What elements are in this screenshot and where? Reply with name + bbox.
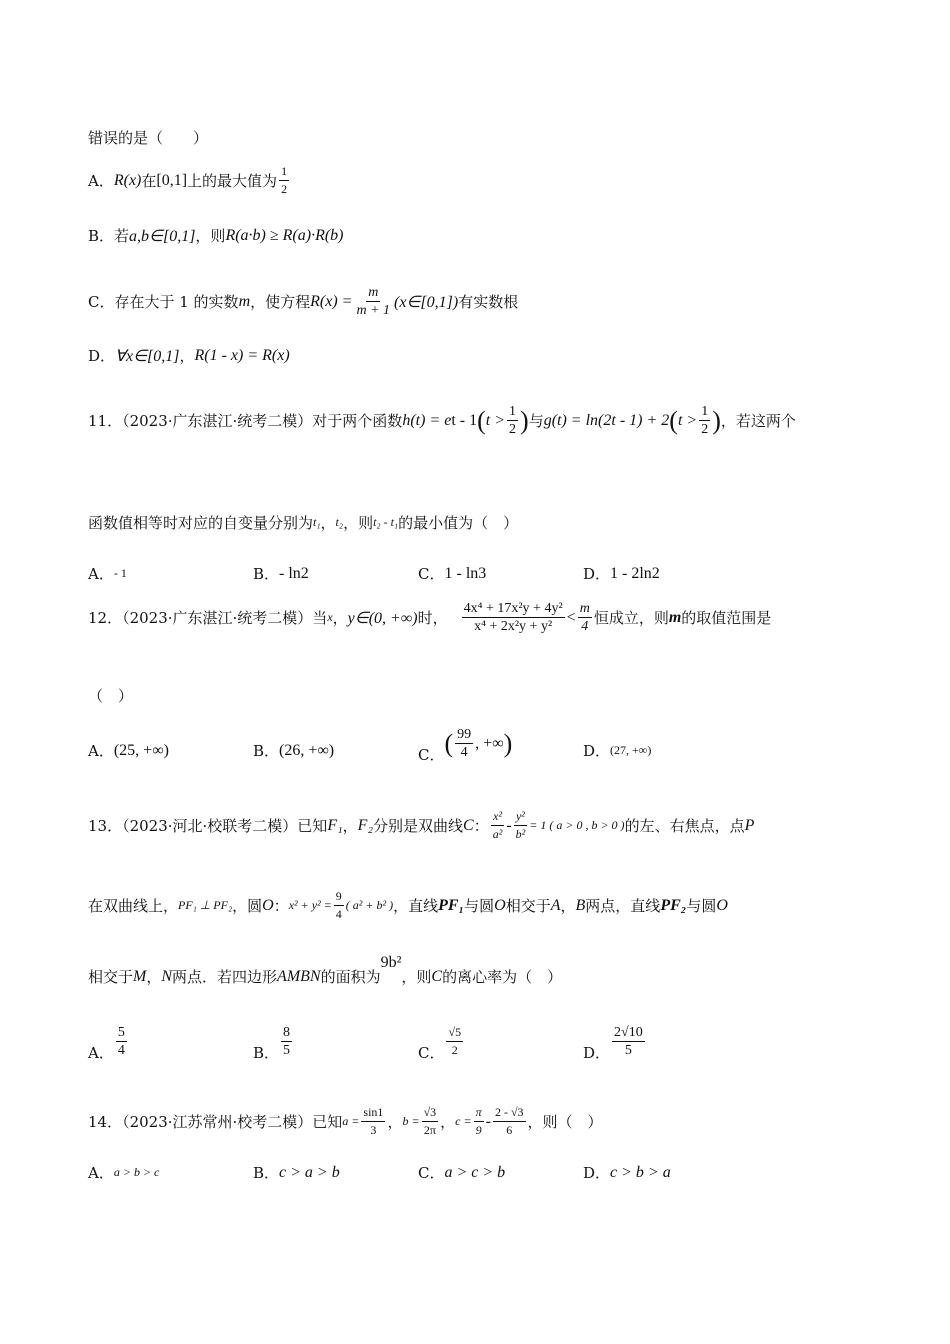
text: 的离心率为（ ） bbox=[442, 968, 563, 986]
denominator: b² bbox=[515, 827, 526, 841]
q11-stem bbox=[88, 403, 796, 438]
q14-option-a bbox=[88, 1162, 159, 1183]
text: 的左、右焦点，点 bbox=[624, 817, 745, 835]
math: PF₁ ⊥ PF₂ bbox=[178, 898, 233, 912]
text: ， bbox=[440, 1113, 456, 1131]
option-value: , +∞ bbox=[475, 734, 504, 752]
math: R(x) bbox=[113, 171, 142, 189]
numerator: 1 bbox=[279, 163, 289, 181]
q13-option-c bbox=[418, 1020, 465, 1063]
numerator: 2 - √3 bbox=[493, 1104, 526, 1122]
text: ， bbox=[560, 897, 576, 915]
q13-stem bbox=[88, 808, 754, 843]
math: M bbox=[133, 967, 147, 985]
math: t > bbox=[485, 411, 506, 429]
math: 9b² bbox=[380, 953, 402, 971]
math: C bbox=[431, 967, 443, 985]
denominator: 5 bbox=[624, 1043, 632, 1058]
text: ， bbox=[320, 514, 336, 532]
option-value: (25, +∞) bbox=[113, 741, 169, 759]
text: ，则 bbox=[401, 968, 432, 986]
option-label: A． bbox=[88, 565, 114, 583]
math: O bbox=[262, 896, 274, 914]
math: - bbox=[506, 816, 512, 834]
denominator: 2 bbox=[451, 1043, 458, 1057]
numerator: sin1 bbox=[361, 1104, 385, 1122]
fraction bbox=[334, 888, 344, 923]
option-label: B．若 bbox=[88, 227, 130, 245]
fraction bbox=[699, 403, 710, 438]
option-value: - ln2 bbox=[279, 564, 309, 582]
denominator: 4 bbox=[335, 907, 342, 921]
math: N bbox=[161, 967, 173, 985]
math: a,b∈[0,1] bbox=[129, 227, 196, 245]
math: AMBN bbox=[277, 967, 321, 985]
numerator: m bbox=[579, 601, 590, 616]
math: PF₂ bbox=[660, 896, 687, 914]
option-value: 1 - ln3 bbox=[444, 564, 487, 582]
text: ，则 bbox=[343, 514, 374, 532]
option-label: B． bbox=[253, 565, 280, 583]
math: t₁ bbox=[313, 515, 321, 529]
math: b = bbox=[402, 1114, 420, 1128]
option-value: c > b > a bbox=[610, 1163, 671, 1181]
math: F₂ bbox=[357, 816, 374, 834]
q12-option-b bbox=[253, 740, 334, 761]
q13-option-d bbox=[583, 1020, 647, 1063]
math: c = bbox=[455, 1114, 472, 1128]
fraction bbox=[514, 808, 528, 843]
option-value: a > c > b bbox=[444, 1163, 506, 1181]
option-value: - 1 bbox=[113, 566, 127, 580]
numerator: y² bbox=[514, 808, 527, 826]
text: ， bbox=[179, 347, 195, 365]
q14-option-d bbox=[583, 1162, 671, 1183]
option-label: D． bbox=[583, 1164, 611, 1182]
math: m bbox=[668, 608, 682, 626]
paren: ) bbox=[712, 405, 721, 435]
math: = 1 ( a > 0 , b > 0 ) bbox=[529, 818, 625, 832]
fraction bbox=[361, 1104, 385, 1139]
q10-intro-text: 错误的是（ ） bbox=[88, 129, 209, 147]
option-label: D． bbox=[88, 347, 116, 365]
option-value: c > a > b bbox=[279, 1163, 340, 1181]
numerator: m bbox=[368, 285, 379, 300]
denominator: 4 bbox=[117, 1043, 125, 1058]
text: ，则 bbox=[195, 227, 226, 245]
denominator: x⁴ + 2x²y + y² bbox=[474, 619, 553, 634]
option-label: A． bbox=[88, 172, 114, 190]
text: 时， bbox=[417, 609, 448, 627]
math: F₁ bbox=[327, 816, 343, 834]
numerator: 8 bbox=[283, 1025, 291, 1040]
math: [0,1] bbox=[156, 171, 188, 189]
option-label: D． bbox=[583, 1044, 611, 1062]
numerator: x² bbox=[491, 808, 504, 826]
q13-stem-line3 bbox=[88, 953, 563, 987]
numerator: π bbox=[474, 1104, 484, 1122]
numerator: 2√10 bbox=[614, 1025, 643, 1040]
text: 恒成立，则 bbox=[593, 609, 669, 627]
fraction bbox=[507, 403, 518, 438]
denominator: 2π bbox=[423, 1123, 436, 1137]
option-label: D． bbox=[583, 742, 611, 760]
question-number: 14．（2023·江苏常州·校考二模）已知 bbox=[88, 1113, 343, 1131]
q14-option-b bbox=[253, 1162, 340, 1183]
math: A bbox=[550, 896, 561, 914]
option-label: B． bbox=[253, 1164, 280, 1182]
option-label: A． bbox=[88, 1044, 114, 1062]
denominator: 3 bbox=[370, 1123, 377, 1137]
text: 两点，直线 bbox=[585, 897, 661, 915]
math: t₂ bbox=[335, 515, 344, 529]
text: ，直线 bbox=[393, 897, 439, 915]
math: < bbox=[566, 608, 576, 626]
numerator: 1 bbox=[509, 404, 517, 419]
math: h(t) = e bbox=[402, 411, 452, 429]
option-label: C． bbox=[418, 1044, 445, 1062]
math: ( a² + b² ) bbox=[345, 898, 394, 912]
denominator: 4 bbox=[581, 619, 589, 634]
text: 分别是双曲线 bbox=[373, 817, 464, 835]
denominator: 2 bbox=[281, 182, 288, 196]
math: ∀x∈[0,1] bbox=[115, 347, 180, 365]
math: x bbox=[327, 610, 333, 624]
fraction bbox=[474, 1104, 484, 1139]
math: O bbox=[494, 896, 506, 914]
text: 相交于 bbox=[88, 968, 134, 986]
text: 函数值相等时对应的自变量分别为 bbox=[88, 514, 314, 532]
q10-option-d bbox=[88, 345, 290, 366]
text: 与圆 bbox=[464, 897, 495, 915]
option-label: C．存在大于 1 的实数 bbox=[88, 293, 239, 311]
text: 在双曲线上， bbox=[88, 897, 179, 915]
math: PF₁ bbox=[438, 896, 465, 914]
math: (x∈[0,1]) bbox=[394, 293, 459, 311]
text: 有实数根 bbox=[458, 293, 519, 311]
question-number: 12．（2023·广东湛江·统考二模）当 bbox=[88, 609, 328, 627]
text: ，则（ ） bbox=[527, 1113, 603, 1131]
q10-option-c bbox=[88, 284, 518, 319]
fraction bbox=[455, 726, 473, 761]
math: B bbox=[575, 896, 586, 914]
text: 相交于 bbox=[505, 897, 551, 915]
q10-option-b bbox=[88, 225, 344, 246]
q10-option-a bbox=[88, 163, 291, 198]
denominator: 9 bbox=[475, 1123, 482, 1137]
numerator: 9 bbox=[334, 888, 344, 906]
paren: ( bbox=[444, 728, 454, 758]
denominator: 5 bbox=[283, 1043, 291, 1058]
q12-paren bbox=[88, 685, 133, 706]
q12-stem bbox=[88, 600, 771, 635]
text: ，使方程 bbox=[250, 293, 311, 311]
denominator: m + 1 bbox=[356, 303, 391, 318]
text: ， bbox=[146, 968, 162, 986]
option-value: a > b > c bbox=[113, 1165, 160, 1179]
math: C bbox=[463, 816, 474, 834]
option-label: D． bbox=[583, 565, 611, 583]
fraction bbox=[612, 1024, 645, 1059]
fraction bbox=[422, 1104, 439, 1139]
text: 的面积为 bbox=[320, 968, 381, 986]
fraction bbox=[578, 600, 592, 635]
denominator: 4 bbox=[460, 745, 468, 760]
q14-stem bbox=[88, 1104, 603, 1139]
q14-option-c bbox=[418, 1162, 505, 1183]
option-label: C． bbox=[418, 746, 445, 764]
denominator: a² bbox=[492, 827, 503, 841]
option-value: (27, +∞) bbox=[610, 743, 652, 757]
option-label: A． bbox=[88, 1164, 114, 1182]
math: t > bbox=[677, 411, 698, 429]
denominator: 6 bbox=[506, 1123, 513, 1137]
math: R(x) = bbox=[310, 292, 353, 310]
q12-option-a bbox=[88, 740, 169, 761]
numerator: √5 bbox=[446, 1024, 463, 1042]
denominator: 2 bbox=[509, 422, 517, 437]
numerator: 1 bbox=[701, 404, 709, 419]
text: 与 bbox=[528, 412, 544, 430]
fraction bbox=[491, 808, 505, 843]
q13-option-b bbox=[253, 1020, 294, 1063]
text: ， bbox=[332, 609, 348, 627]
text: ， bbox=[342, 817, 358, 835]
math: m bbox=[238, 292, 251, 310]
math: P bbox=[744, 816, 755, 834]
option-value: 1 - 2ln2 bbox=[610, 564, 660, 582]
fraction bbox=[116, 1024, 127, 1059]
fraction bbox=[279, 163, 289, 198]
text: （ ） bbox=[88, 687, 134, 705]
paren: ( bbox=[669, 405, 678, 435]
text: 在 bbox=[141, 172, 157, 190]
paren: ) bbox=[520, 405, 529, 435]
math: y∈(0, +∞) bbox=[347, 609, 418, 627]
option-label: C． bbox=[418, 1164, 445, 1182]
math: a = bbox=[342, 1114, 360, 1128]
text: ： bbox=[473, 817, 489, 835]
numerator: √3 bbox=[422, 1104, 439, 1122]
fraction bbox=[446, 1024, 463, 1059]
q11-option-c bbox=[418, 563, 486, 584]
math: O bbox=[716, 896, 728, 914]
fraction bbox=[462, 600, 565, 635]
numerator: 4x⁴ + 17x²y + 4y² bbox=[463, 601, 563, 616]
fraction bbox=[281, 1024, 292, 1059]
text: 的取值范围是 bbox=[681, 609, 772, 627]
text: ，圆 bbox=[232, 897, 263, 915]
q12-option-d bbox=[583, 740, 651, 761]
paren: ) bbox=[503, 728, 513, 758]
text: 的最小值为（ ） bbox=[398, 514, 519, 532]
q11-option-b bbox=[253, 563, 309, 584]
fraction bbox=[354, 284, 392, 319]
math: R(1 - x) = R(x) bbox=[194, 346, 290, 364]
paren: ( bbox=[477, 405, 486, 435]
numerator: 5 bbox=[117, 1025, 125, 1040]
denominator: 2 bbox=[701, 422, 709, 437]
q13-stem-line2 bbox=[88, 888, 728, 923]
math: - bbox=[485, 1112, 491, 1130]
q11-stem-line2 bbox=[88, 512, 518, 533]
option-label: C． bbox=[418, 565, 445, 583]
q10-intro bbox=[88, 127, 208, 148]
math: R(a·b) ≥ R(a)·R(b) bbox=[225, 226, 344, 244]
math: x² + y² = bbox=[288, 898, 332, 912]
text: ： bbox=[273, 897, 289, 915]
exponent: t - 1 bbox=[451, 411, 478, 429]
question-number: 11．（2023·广东湛江·统考二模）对于两个函数 bbox=[88, 412, 403, 430]
q12-option-c bbox=[418, 722, 512, 765]
q11-option-a bbox=[88, 563, 127, 584]
math: g(t) = ln(2t - 1) + 2 bbox=[543, 411, 670, 429]
option-label: B． bbox=[253, 742, 280, 760]
fraction bbox=[493, 1104, 526, 1139]
q11-option-d bbox=[583, 563, 660, 584]
text: ，若这两个 bbox=[720, 412, 796, 430]
text: ， bbox=[387, 1113, 403, 1131]
math: t₂ - t₁ bbox=[373, 515, 399, 529]
question-number: 13．（2023·河北·校联考二模）已知 bbox=[88, 817, 328, 835]
q13-option-a bbox=[88, 1020, 129, 1063]
option-label: B． bbox=[253, 1044, 280, 1062]
text: 上的最大值为 bbox=[187, 172, 278, 190]
option-label: A． bbox=[88, 742, 114, 760]
numerator: 99 bbox=[457, 727, 472, 742]
text: 两点．若四边形 bbox=[172, 968, 278, 986]
option-value: (26, +∞) bbox=[279, 741, 335, 759]
text: 与圆 bbox=[686, 897, 717, 915]
